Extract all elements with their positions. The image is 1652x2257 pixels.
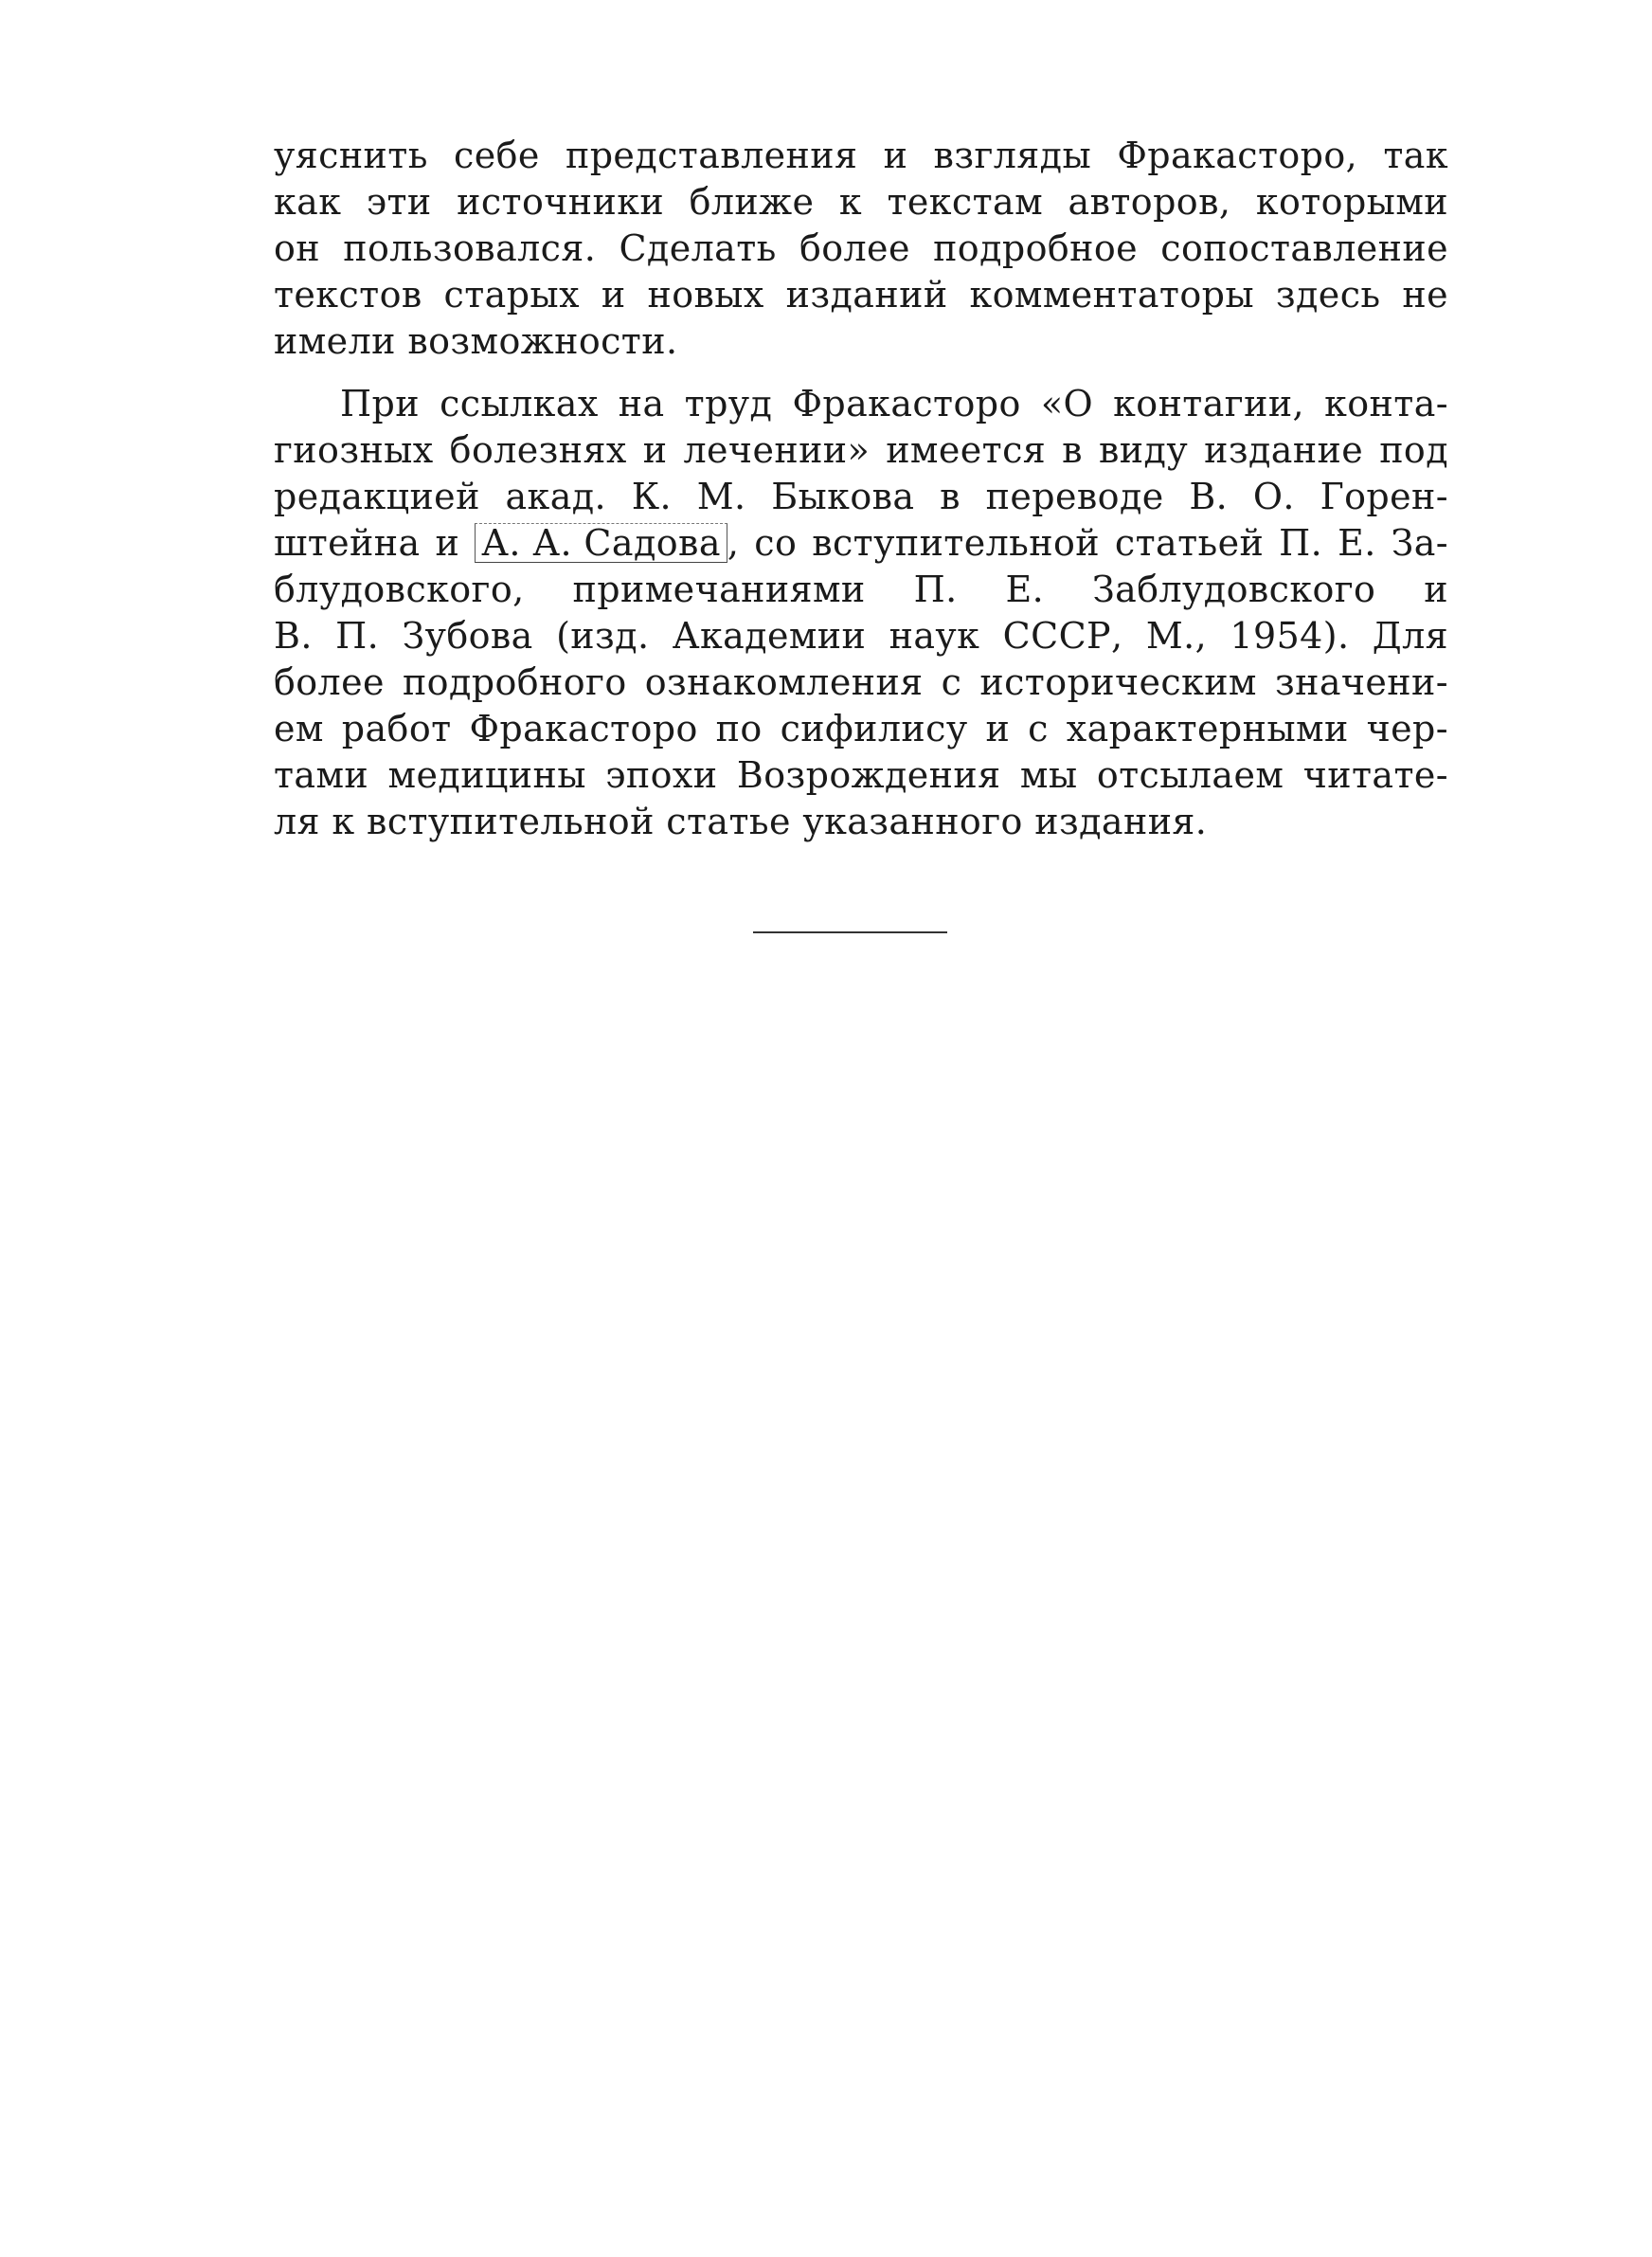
text-line-with-bracketed-name [274,520,1448,567]
text-line: тами медицины эпохи Возрождения мы отсылаем читате- [274,754,1448,796]
text-line: блудовского, примечаниями П. Е. Заблудовского и [274,569,1448,610]
paragraph-1 [274,133,1448,365]
bracketed-name: А. А. Садова [475,523,727,563]
body-text [274,133,1448,845]
text-line: ля к вступительной статье указанного издания. [274,801,1208,842]
paragraph-spacer [274,365,1448,381]
section-separator-rule [753,931,947,933]
text-line: уяснить себе представления и взгляды Фракасторо, так [274,135,1448,176]
line-text-before: штейна и [274,522,476,564]
text-line: более подробного ознакомления с историческим значени- [274,661,1448,703]
text-line: При ссылках на труд Фракасторо «О контагии, конта- [340,383,1448,424]
text-line: ем работ Фракасторо по сифилису и с характерными чер- [274,708,1448,749]
text-line: текстов старых и новых изданий комментаторы здесь не [274,274,1448,316]
text-line: имели возможности. [274,320,678,362]
text-line: как эти источники ближе к текстам авторов, которыми [274,181,1448,223]
paragraph-2 [274,381,1448,845]
text-line: он пользовался. Сделать более подробное сопоставление [274,227,1448,269]
text-line: редакцией акад. К. М. Быкова в переводе В. О. Горен- [274,476,1448,517]
text-line: гиозных болезнях и лечении» имеется в виду издание под [274,429,1448,471]
line-text-after: , со вступительной статьей П. Е. За- [727,522,1449,564]
text-line: В. П. Зубова (изд. Академии наук СССР, М., 1954). Для [274,615,1448,657]
